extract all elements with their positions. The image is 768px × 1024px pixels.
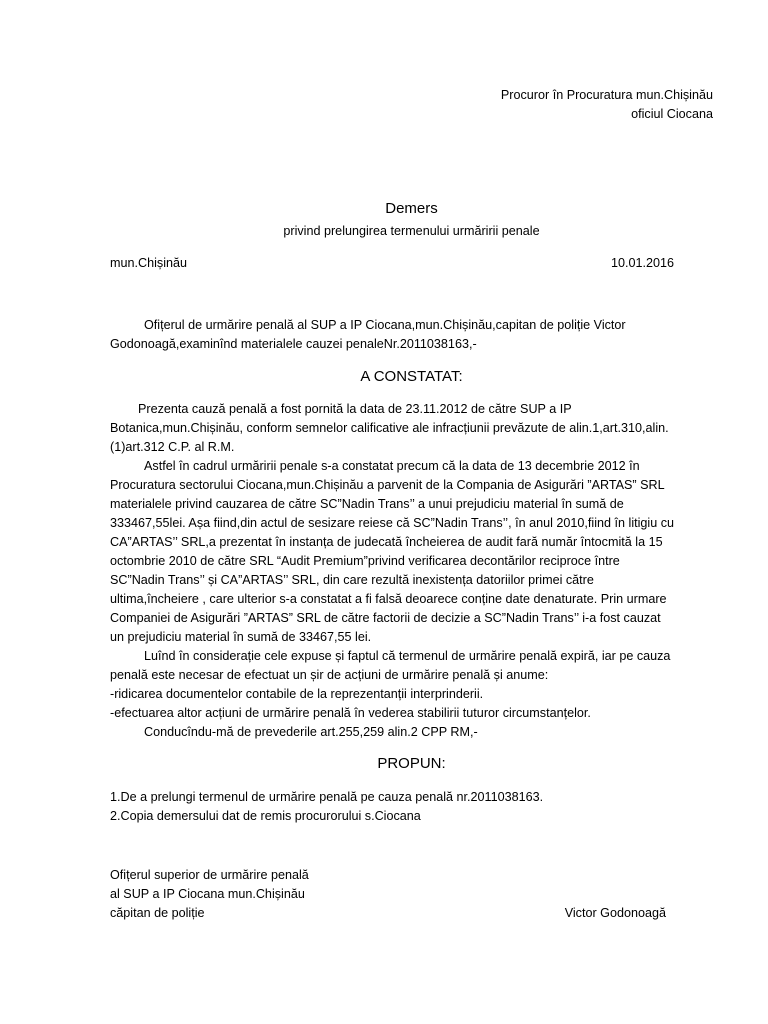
place: mun.Chișinău: [110, 256, 188, 270]
section-heading-found: A CONSTATAT:: [360, 368, 463, 385]
document-title: Demers: [385, 200, 438, 217]
addressee-block: [313, 86, 713, 124]
addressee-line-1: Procuror în Procuratura mun.Chișinău: [500, 88, 713, 102]
intro-paragraph: Ofițerul de urmărire penală al SUP a IP Ciocana,mun.Chișinău,capitan de poliție Victor Godonoagă,examinînd materialele cauzei penaleNr.2011038163,-: [110, 318, 626, 351]
proposals-list: [110, 788, 710, 826]
addressee-line-2: oficiul Ciocana: [631, 107, 713, 121]
action-item-2: -efectuarea altor acțiuni de urmărire penală în vederea stabilirii tuturor circumstanțelor.: [110, 706, 591, 720]
signature-name: Victor Godonoagă: [564, 906, 666, 920]
signature-block: [110, 866, 309, 923]
paragraph-2: Astfel în cadrul urmăririi penale s-a constatat precum că la data de 13 decembrie 2012 în Procuratura sectorului Ciocana,mun.Chișinău a parvenit de la Compania de Asigurări ”ARTAS” SRL materialele privind cauzarea de către SC”Nadin Trans’’ a unui prejudiciu material în sumă de 333467,55lei. Așa fiind,din actul de sesizare reiese că SC”Nadin Trans’’, în anul 2010,fiind în litigiu cu CA”ARTAS’’ SRL,a prezentat în instanța de judecată încheierea de audit fară număr întocmită la 15 octombrie 2010 de către SRL “Audit Premium”privind verificarea decontărilor reciproce între SC”Nadin Trans’’ și CA”ARTAS’’ SRL, din care rezultă inexistența datoriilor primei către ultima,încheiere , care ulterior s-a constatat a fi falsă deoarece conține date denaturate. Prin urmare Companiei de Asigurări ”ARTAS” SRL de către factorii de decizie a SC”Nadin Trans’’ i-a fost cauzat un prejudiciu material în sumă de 33467,55 lei.: [110, 459, 675, 644]
signature-line-1: Ofițerul superior de urmărire penală: [110, 868, 309, 882]
signature-line-2: al SUP a IP Ciocana mun.Chișinău: [110, 887, 305, 901]
action-item-1: -ridicarea documentelor contabile de la reprezentanții interprinderii.: [110, 687, 484, 701]
guided-by: Conducîndu-mă de prevederile art.255,259 alin.2 CPP RM,-: [144, 725, 478, 739]
document-subtitle: privind prelungirea termenului urmăririi penale: [283, 224, 540, 238]
signature-line-3: căpitan de poliție: [110, 906, 205, 920]
paragraph-1: Prezenta cauză penală a fost pornită la data de 23.11.2012 de către SUP a IP Botanica,mun.Chișinău, conform semnelor calificative ale infracțiunii prevăzute de alin.1,art.310,alin.(1)art.312 C.P. al R.M.: [110, 402, 669, 454]
paragraph-3: Luînd în considerație cele expuse și faptul că termenul de urmărire penală expiră, iar pe cauza penală este necesar de efectuat un șir de acțiuni de urmărire penală și anume:: [110, 649, 671, 682]
proposal-item-1: 1.De a prelungi termenul de urmărire penală pe cauza penală nr.2011038163.: [110, 790, 544, 804]
section-heading-propose: PROPUN:: [377, 755, 446, 772]
date: 10.01.2016: [610, 256, 674, 270]
findings-body: [110, 400, 675, 742]
proposal-item-2: 2.Copia demersului dat de remis procurorului s.Ciocana: [110, 809, 421, 823]
